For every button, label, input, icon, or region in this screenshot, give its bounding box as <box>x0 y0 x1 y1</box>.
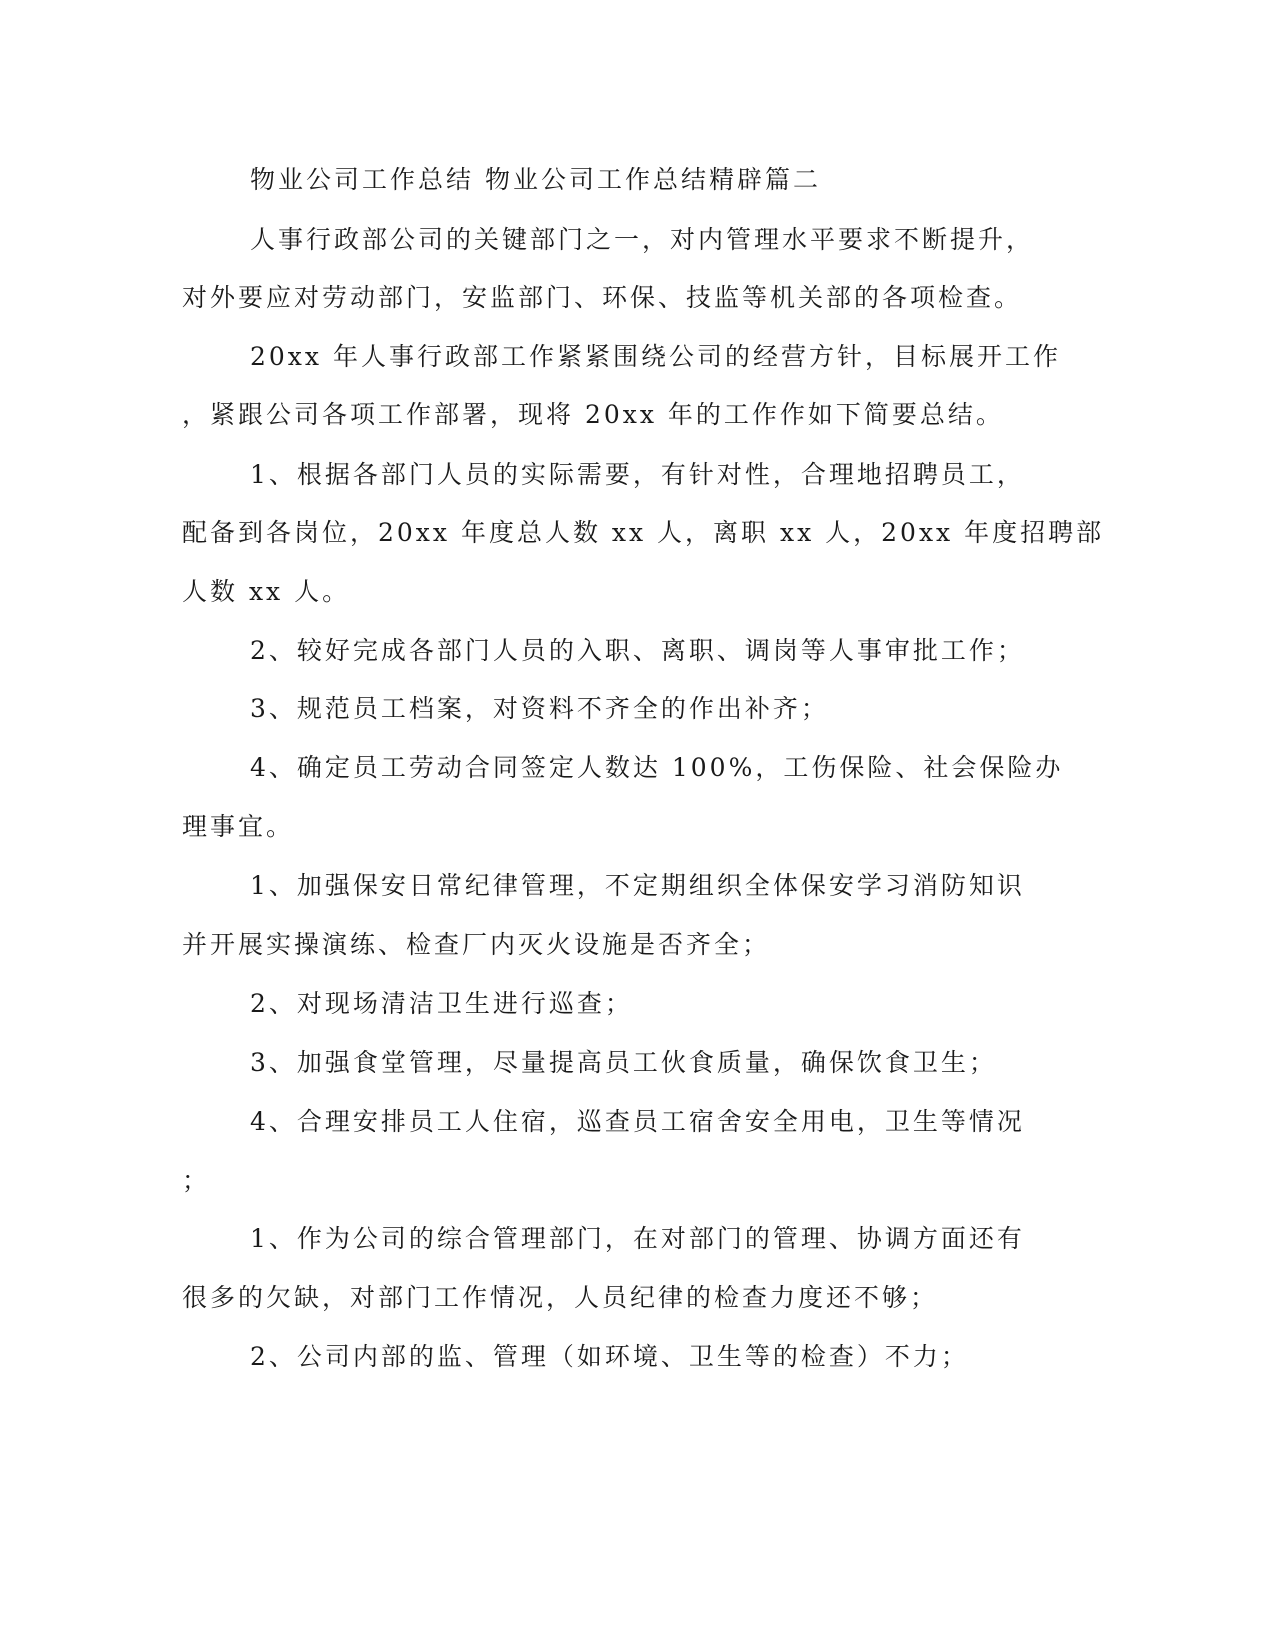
paragraph-line: 人事行政部公司的关键部门之一，对内管理水平要求不断提升， <box>250 225 1035 254</box>
document-title: 物业公司工作总结 物业公司工作总结精辟篇二 <box>250 165 821 194</box>
paragraph-line: 3、规范员工档案，对资料不齐全的作出补齐； <box>250 694 829 723</box>
paragraph-line: 4、确定员工劳动合同签定人数达 100%，工伤保险、社会保险办 <box>250 753 1064 782</box>
paragraph-line: 对外要应对劳动部门，安监部门、环保、技监等机关部的各项检查。 <box>182 283 1023 312</box>
paragraph-line: 2、对现场清洁卫生进行巡查； <box>250 989 633 1018</box>
paragraph-line: 1、作为公司的综合管理部门，在对部门的管理、协调方面还有 <box>250 1224 1025 1253</box>
paragraph-line: ，紧跟公司各项工作部署，现将 20xx 年的工作作如下简要总结。 <box>182 400 1004 429</box>
paragraph-line: 理事宜。 <box>182 812 295 841</box>
paragraph-line: 1、根据各部门人员的实际需要，有针对性，合理地招聘员工， <box>250 460 1025 489</box>
paragraph-line: 20xx 年人事行政部工作紧紧围绕公司的经营方针，目标展开工作 <box>250 342 1061 371</box>
paragraph-line: 很多的欠缺，对部门工作情况，人员纪律的检查力度还不够； <box>182 1283 939 1312</box>
paragraph-line: 2、较好完成各部门人员的入职、离职、调岗等人事审批工作； <box>250 636 1025 665</box>
paragraph-line: 2、公司内部的监、管理（如环境、卫生等的检查）不力； <box>250 1342 969 1371</box>
paragraph-line: ； <box>182 1166 211 1195</box>
paragraph-line: 1、加强保安日常纪律管理，不定期组织全体保安学习消防知识 <box>250 871 1025 900</box>
paragraph-line: 人数 xx 人。 <box>182 577 351 606</box>
paragraph-line: 并开展实操演练、检查厂内灭火设施是否齐全； <box>182 930 771 959</box>
paragraph-line: 配备到各岗位，20xx 年度总人数 xx 人，离职 xx 人，20xx 年度招聘部 <box>182 518 1105 547</box>
paragraph-line: 4、合理安排员工人住宿，巡查员工宿舍安全用电，卫生等情况 <box>250 1107 1025 1136</box>
paragraph-line: 3、加强食堂管理，尽量提高员工伙食质量，确保饮食卫生； <box>250 1048 997 1077</box>
